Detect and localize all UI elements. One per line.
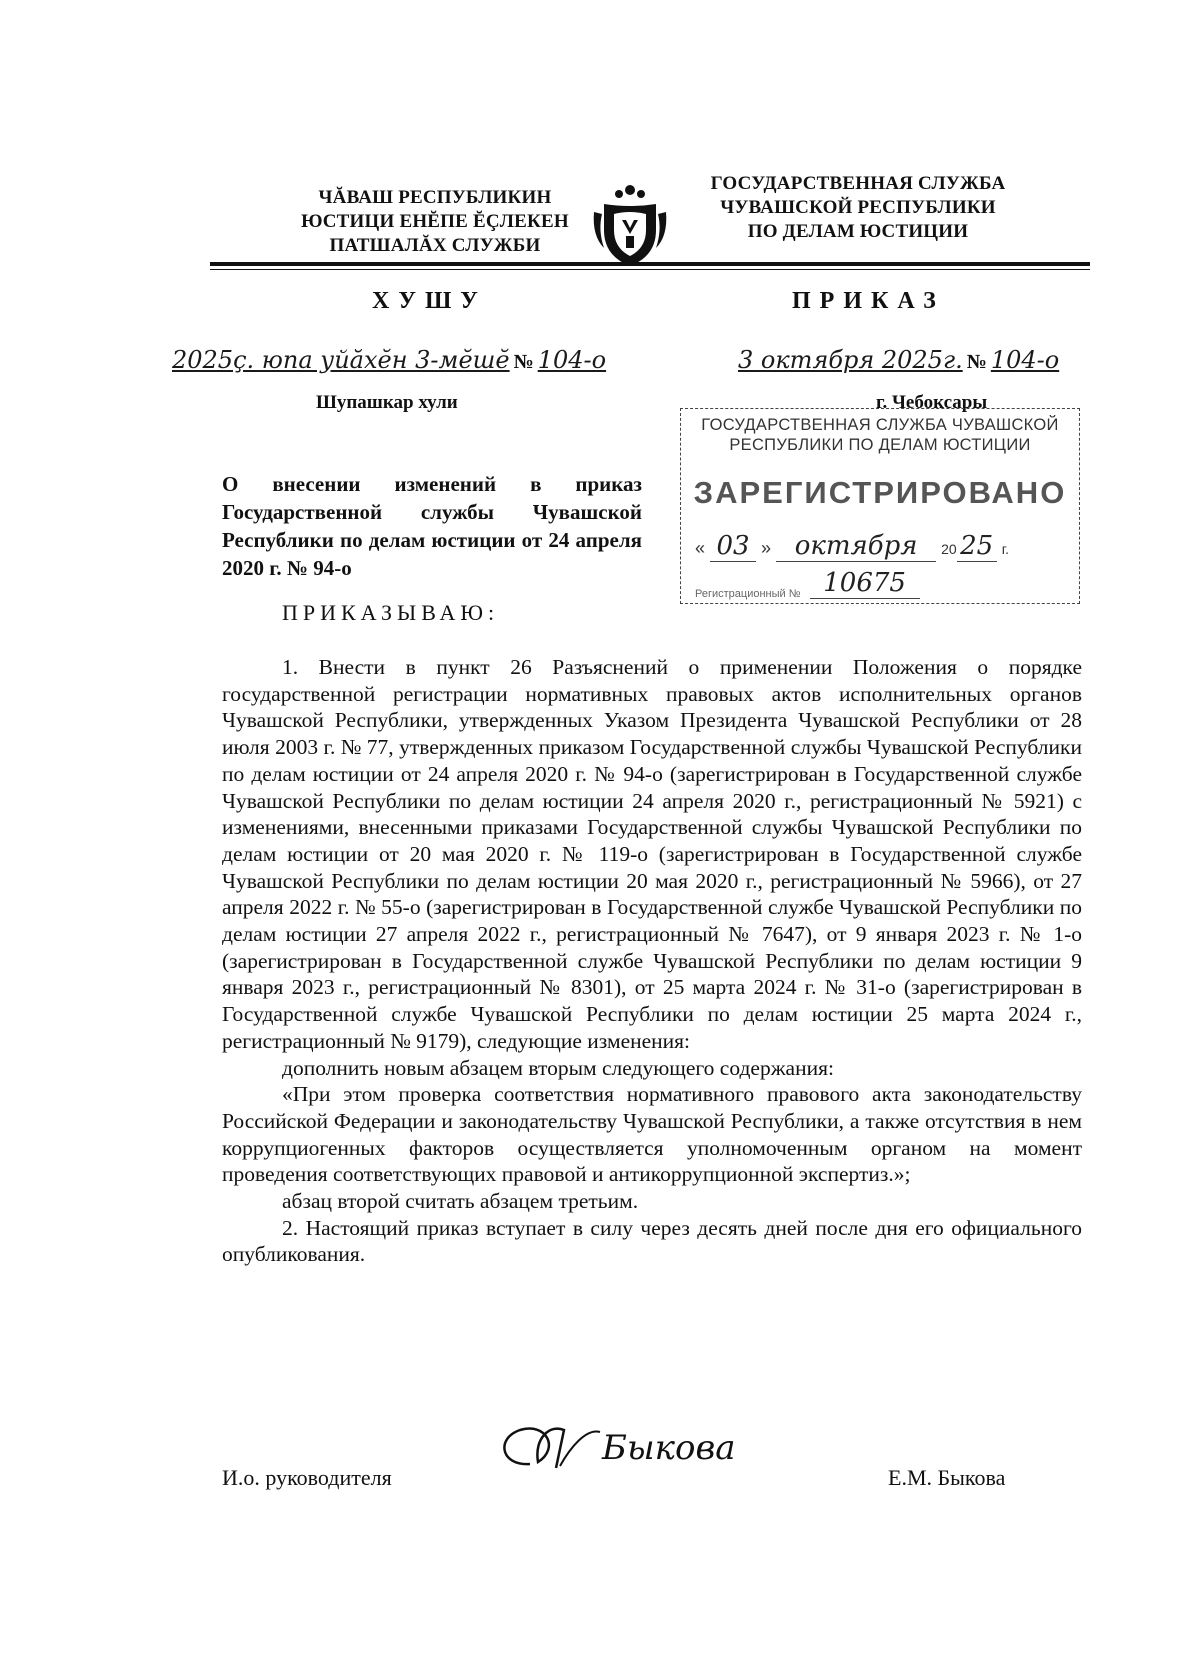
stamp-year-prefix: 20 bbox=[941, 541, 957, 557]
stamp-year-suffix: 25 bbox=[957, 531, 997, 562]
stamp-status: ЗАРЕГИСТРИРОВАНО bbox=[693, 475, 1067, 510]
date-number-right bbox=[738, 346, 1059, 374]
number-right-handwritten: 104-о bbox=[990, 346, 1060, 374]
date-right-handwritten: 3 октября 2025г. bbox=[738, 346, 963, 374]
number-sign-right: № bbox=[966, 351, 987, 373]
stamp-month: октября bbox=[776, 531, 936, 562]
header-rule-thin bbox=[210, 269, 1090, 270]
stamp-org-line: ГОСУДАРСТВЕННАЯ СЛУЖБА ЧУВАШСКОЙ bbox=[701, 416, 1059, 434]
body-paragraph: «При этом проверка соответствия нормативного правового акта законодательству Российской Федерации и законодательству Чувашской Республики, а также отсутствия в нем коррупциогенных факторов осуществляется уполномоченным органом на момент проведения соответствующих правовой и антикоррупционной экспертиз.»; bbox=[222, 1082, 1082, 1187]
doc-title-right: ПРИКАЗ bbox=[792, 288, 945, 314]
stamp-date bbox=[695, 531, 1075, 562]
stamp-reg-label: Регистрационный № bbox=[695, 588, 801, 600]
handwritten-signature bbox=[490, 1408, 760, 1488]
stamp-quote-open: « bbox=[695, 538, 706, 558]
order-subject: О внесении изменений в приказ Государственной службы Чувашской Республики по делам юстиции от 24 апреля 2020 г. № 94-о bbox=[222, 472, 642, 580]
signatory-position: И.о. руководителя bbox=[222, 1465, 392, 1490]
header-right-org bbox=[688, 172, 1028, 244]
place-right: г. Чебоксары bbox=[876, 392, 988, 413]
signatory-name: Е.М. Быкова bbox=[888, 1465, 1006, 1490]
signature-text: Быкова bbox=[602, 1428, 736, 1468]
stamp-quote-close: » bbox=[761, 538, 772, 558]
header-right-line: ЧУВАШСКОЙ РЕСПУБЛИКИ bbox=[720, 197, 996, 218]
body-paragraph: дополнить новым абзацем вторым следующего содержания: bbox=[282, 1055, 834, 1080]
stamp-reg bbox=[695, 568, 920, 605]
order-directive: ПРИКАЗЫВАЮ: bbox=[282, 600, 500, 625]
date-left-handwritten: 2025ç. юпа уйăхĕн 3-мĕшĕ bbox=[172, 346, 510, 374]
header-left-line: ЮСТИЦИ ЕНĔПЕ ĔÇЛЕКЕН bbox=[301, 211, 569, 232]
stamp-day: 03 bbox=[710, 531, 756, 562]
place-left: Шупашкар хули bbox=[316, 392, 458, 413]
header-left-line: ПАТШАЛĂХ СЛУЖБИ bbox=[329, 235, 541, 256]
order-body bbox=[222, 654, 1082, 1268]
body-paragraph: 2. Настоящий приказ вступает в силу через десять дней после дня его официального опубликования. bbox=[222, 1215, 1082, 1267]
stamp-reg-number: 10675 bbox=[810, 568, 920, 599]
body-paragraph: абзац второй считать абзацем третьим. bbox=[282, 1189, 639, 1214]
header-left-org bbox=[270, 186, 600, 258]
body-paragraph: 1. Внести в пункт 26 Разъяснений о применении Положения о порядке государственной регистрации нормативных правовых актов исполнительных органов Чувашской Республики, утвержденных Указом Президента Чувашской Республики от 28 июля 2003 г. № 77, утвержденных приказом Государственной службы Чувашской Республики по делам юстиции от 24 апреля 2020 г. № 94-о (зарегистрирован в Государственной службе Чувашской Республики по делам юстиции 24 апреля 2020 г., регистрационный № 5921) с изменениями, внесенными приказами Государственной службы Чувашской Республики по делам юстиции от 20 мая 2020 г. № 119-о (зарегистрирован в Государственной службе Чувашской Республики по делам юстиции 20 мая 2020 г., регистрационный № 5966), от 27 апреля 2022 г. № 55-о (зарегистрирован в Государственной службе Чувашской Республики по делам юстиции 27 апреля 2022 г., регистрационный № 7647), от 9 января 2023 г. № 1-о (зарегистрирован в Государственной службе Чувашской Республики по делам юстиции 9 января 2023 г., регистрационный № 8301), от 25 марта 2024 г. № 31-о (зарегистрирован в Государственной службе Чувашской Республики по делам юстиции 25 марта 2024 г., регистрационный № 9179), следующие изменения: bbox=[222, 655, 1082, 1053]
stamp-year-unit: г. bbox=[1001, 541, 1009, 557]
header-right-line: ГОСУДАРСТВЕННАЯ СЛУЖБА bbox=[710, 173, 1006, 194]
number-left-handwritten: 104-о bbox=[537, 346, 607, 374]
registration-stamp bbox=[680, 408, 1080, 604]
header-right-line: ПО ДЕЛАМ ЮСТИЦИИ bbox=[747, 221, 969, 242]
stamp-org bbox=[681, 415, 1079, 455]
number-sign-left: № bbox=[513, 351, 534, 373]
chuvash-coat-of-arms-icon bbox=[590, 178, 670, 270]
header-rule-thick bbox=[210, 262, 1090, 266]
stamp-org-line: РЕСПУБЛИКИ ПО ДЕЛАМ ЮСТИЦИИ bbox=[729, 436, 1031, 454]
date-number-left bbox=[172, 346, 606, 374]
header-left-line: ЧĂВАШ РЕСПУБЛИКИН bbox=[318, 187, 552, 208]
doc-title-left: ХУШУ bbox=[372, 288, 487, 314]
